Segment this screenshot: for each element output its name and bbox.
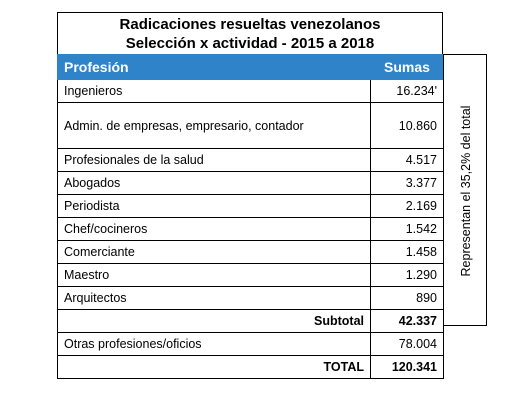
- table-row: [58, 149, 444, 172]
- row-value: 16.234': [371, 80, 444, 103]
- header-sumas: Sumas: [371, 55, 444, 80]
- table-row: [58, 195, 444, 218]
- table-row: [58, 287, 444, 310]
- subtotal-row: [58, 310, 444, 333]
- table-row: [58, 172, 444, 195]
- row-value: 890: [371, 287, 444, 310]
- row-label: Chef/cocineros: [58, 218, 371, 241]
- title-line-2: Selección x actividad - 2015 a 2018: [125, 35, 375, 52]
- row-label: Abogados: [58, 172, 371, 195]
- row-label: Periodista: [58, 195, 371, 218]
- subtotal-value: 42.337: [371, 310, 444, 333]
- others-label: Otras profesiones/oficios: [58, 333, 371, 356]
- profession-table: [57, 54, 443, 379]
- table-row: [58, 103, 444, 149]
- table-title: [57, 12, 443, 54]
- row-value: 2.169: [371, 195, 444, 218]
- title-line-1: Radicaciones resueltas venezolanos: [119, 16, 381, 33]
- side-note-box: [443, 54, 487, 326]
- table-row: [58, 80, 444, 103]
- row-value: 10.860: [371, 103, 444, 149]
- row-label: Arquitectos: [58, 287, 371, 310]
- row-value: 1.290: [371, 264, 444, 287]
- others-value: 78.004: [371, 333, 444, 356]
- total-value: 120.341: [371, 356, 444, 379]
- total-label: TOTAL: [58, 356, 371, 379]
- row-value: 1.542: [371, 218, 444, 241]
- row-label: Profesionales de la salud: [58, 149, 371, 172]
- row-label: Comerciante: [58, 241, 371, 264]
- row-label: Admin. de empresas, empresario, contador: [58, 103, 371, 149]
- table-row: [58, 241, 444, 264]
- subtotal-label: Subtotal: [58, 310, 371, 333]
- row-value: 3.377: [371, 172, 444, 195]
- row-value: 1.458: [371, 241, 444, 264]
- table-row: [58, 264, 444, 287]
- header-profesion: Profesión: [58, 55, 371, 80]
- others-row: [58, 333, 444, 356]
- row-value: 4.517: [371, 149, 444, 172]
- table-header-row: [58, 55, 444, 80]
- row-label: Ingenieros: [58, 80, 371, 103]
- side-note: Representan el 35,2% del total: [459, 105, 473, 277]
- row-label: Maestro: [58, 264, 371, 287]
- table-row: [58, 218, 444, 241]
- total-row: [58, 356, 444, 379]
